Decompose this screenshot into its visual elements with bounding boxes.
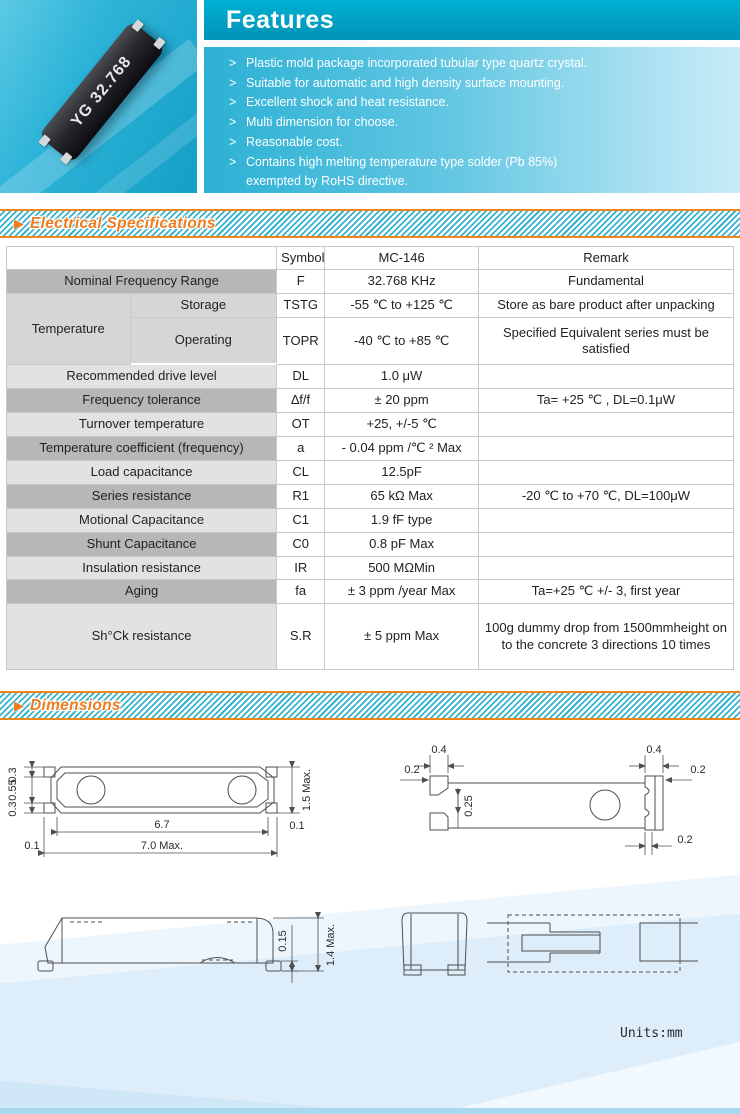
row-remark bbox=[479, 365, 734, 389]
row-value: ± 5 ppm Max bbox=[325, 604, 479, 670]
table-header-row bbox=[7, 247, 734, 270]
feature-text-continuation: exempted by RoHS directive. bbox=[246, 174, 408, 189]
table-row bbox=[7, 604, 734, 670]
feature-item bbox=[204, 113, 740, 133]
row-remark: -20 ℃ to +70 ℃, DL=100μW bbox=[479, 485, 734, 509]
row-remark: Ta= +25 ℃ , DL=0.1μW bbox=[479, 389, 734, 413]
row-symbol: C0 bbox=[277, 533, 325, 557]
feature-item bbox=[204, 54, 740, 74]
row-symbol: C1 bbox=[277, 509, 325, 533]
table-row bbox=[7, 509, 734, 533]
table-row bbox=[7, 485, 734, 509]
row-symbol: TOPR bbox=[277, 318, 325, 365]
row-remark: Store as bare product after unpacking bbox=[479, 294, 734, 318]
row-remark: 100g dummy drop from 1500mmheight on to the concrete 3 directions 10 times bbox=[479, 604, 734, 670]
row-remark bbox=[479, 509, 734, 533]
table-row bbox=[7, 365, 734, 389]
row-value: 65 kΩ Max bbox=[325, 485, 479, 509]
row-value: ± 3 ppm /year Max bbox=[325, 580, 479, 604]
row-value: -55 ℃ to +125 ℃ bbox=[325, 294, 479, 318]
table-row bbox=[7, 270, 734, 294]
row-symbol: a bbox=[277, 437, 325, 461]
col-header-remark: Remark bbox=[479, 247, 734, 270]
units-label: Units:mm bbox=[620, 1026, 683, 1041]
row-value: 1.9 fF type bbox=[325, 509, 479, 533]
row-item-label: Load capacitance bbox=[7, 461, 277, 485]
drawing-side-view bbox=[30, 905, 360, 995]
section-title: Electrical Specifications bbox=[30, 214, 216, 232]
row-remark bbox=[479, 413, 734, 437]
row-subitem-label: Operating bbox=[131, 318, 278, 365]
dim-label: 0.3 bbox=[7, 801, 19, 817]
table-row bbox=[7, 461, 734, 485]
row-item-label: Recommended drive level bbox=[7, 365, 277, 389]
row-value: +25, +/-5 ℃ bbox=[325, 413, 479, 437]
drawing-end-view bbox=[392, 905, 487, 985]
dim-label: 0.55 bbox=[7, 779, 19, 801]
row-symbol: OT bbox=[277, 413, 325, 437]
dim-label: 0.1 bbox=[24, 840, 40, 852]
feature-text: Excellent shock and heat resistance. bbox=[246, 95, 449, 110]
section-title: Dimensions bbox=[30, 696, 121, 714]
dim-label: 0.1 bbox=[289, 820, 305, 832]
section-header-dimensions bbox=[0, 691, 740, 720]
feature-text: Plastic mold package incorporated tubular type quartz crystal. bbox=[246, 56, 588, 70]
table-row bbox=[7, 294, 734, 318]
row-remark: Fundamental bbox=[479, 270, 734, 294]
row-value: ± 20 ppm bbox=[325, 389, 479, 413]
drawing-bottom-view bbox=[400, 733, 740, 883]
row-item-label: Motional Capacitance bbox=[7, 509, 277, 533]
dim-label: 0.2 bbox=[690, 764, 706, 776]
table-row bbox=[7, 437, 734, 461]
row-remark bbox=[479, 557, 734, 580]
row-item-label: Insulation resistance bbox=[7, 557, 277, 580]
row-remark: Specified Equivalent series must be satisfied bbox=[479, 318, 734, 365]
row-symbol: TSTG bbox=[277, 294, 325, 318]
drawing-land-pattern bbox=[485, 905, 715, 985]
dim-label: 0.3 bbox=[7, 767, 19, 783]
feature-item bbox=[204, 93, 740, 113]
row-value: 32.768 KHz bbox=[325, 270, 479, 294]
row-symbol: IR bbox=[277, 557, 325, 580]
row-value: 0.8 pF Max bbox=[325, 533, 479, 557]
row-remark bbox=[479, 461, 734, 485]
dim-label: 0.4 bbox=[431, 744, 447, 756]
product-photo-panel bbox=[0, 0, 197, 193]
row-value: 1.0 μW bbox=[325, 365, 479, 389]
row-item-label: Frequency tolerance bbox=[7, 389, 277, 413]
features-panel bbox=[204, 0, 740, 193]
dim-label: 0.4 bbox=[646, 744, 662, 756]
features-list bbox=[204, 47, 740, 193]
row-item-label: Temperature bbox=[7, 294, 131, 365]
row-value: 500 MΩMin bbox=[325, 557, 479, 580]
dim-label: 0.2 bbox=[677, 834, 693, 846]
row-subitem-label: Storage bbox=[131, 294, 278, 318]
electrical-spec-table bbox=[6, 246, 734, 670]
feature-text: Reasonable cost. bbox=[246, 134, 343, 149]
row-symbol: F bbox=[277, 270, 325, 294]
drawing-top-view bbox=[4, 733, 364, 883]
arrow-icon: ▶ bbox=[14, 698, 24, 713]
product-label: YG 32.768 bbox=[68, 53, 136, 131]
table-row bbox=[7, 413, 734, 437]
crystal-lead bbox=[38, 134, 51, 147]
dim-label: 1.4 Max. bbox=[325, 923, 337, 967]
feature-item bbox=[204, 153, 740, 173]
row-symbol: R1 bbox=[277, 485, 325, 509]
crystal-lead bbox=[131, 19, 144, 32]
feature-text: Suitable for automatic and high density surface mounting. bbox=[246, 75, 565, 90]
row-symbol: S.R bbox=[277, 604, 325, 670]
row-item-label: Temperature coefficient (frequency) bbox=[7, 437, 277, 461]
row-symbol: fa bbox=[277, 580, 325, 604]
crystal-lead bbox=[153, 37, 166, 50]
bottom-bar bbox=[0, 1108, 740, 1114]
row-symbol: ∆f/f bbox=[277, 389, 325, 413]
feature-text: Contains high melting temperature type solder (Pb 85%) bbox=[246, 154, 558, 169]
table-row bbox=[7, 389, 734, 413]
row-item-label: Sh°Ck resistance bbox=[7, 604, 277, 670]
row-remark bbox=[479, 533, 734, 557]
row-value: - 0.04 ppm /℃ ² Max bbox=[325, 437, 479, 461]
arrow-icon: ▶ bbox=[14, 216, 24, 231]
table-row bbox=[7, 533, 734, 557]
section-header-electrical bbox=[0, 209, 740, 238]
row-symbol: DL bbox=[277, 365, 325, 389]
dim-label: 7.0 Max. bbox=[140, 840, 184, 852]
row-symbol: CL bbox=[277, 461, 325, 485]
col-header-item: Item bbox=[7, 247, 277, 270]
features-title-bar bbox=[204, 0, 740, 40]
dim-label: 0.2 bbox=[404, 764, 420, 776]
row-value: 12.5pF bbox=[325, 461, 479, 485]
feature-item bbox=[204, 133, 740, 153]
feature-bullet: > bbox=[229, 154, 237, 169]
feature-item bbox=[204, 74, 740, 94]
row-remark: Ta=+25 ℃ +/- 3, first year bbox=[479, 580, 734, 604]
col-header-model: MC-146 bbox=[325, 247, 479, 270]
feature-bullet: > bbox=[229, 56, 237, 70]
row-item-label: Aging bbox=[7, 580, 277, 604]
table-row bbox=[7, 580, 734, 604]
dim-label: 6.7 bbox=[154, 819, 170, 831]
feature-bullet: > bbox=[229, 115, 237, 130]
features-title: Features bbox=[226, 5, 335, 34]
col-header-symbol: Symbol bbox=[277, 247, 325, 270]
row-value: -40 ℃ to +85 ℃ bbox=[325, 318, 479, 365]
row-item-label: Series resistance bbox=[7, 485, 277, 509]
dim-label: 0.15 bbox=[277, 930, 289, 952]
row-item-label: Turnover temperature bbox=[7, 413, 277, 437]
row-item-label: Nominal Frequency Range bbox=[7, 270, 277, 294]
feature-bullet: > bbox=[229, 95, 237, 110]
feature-text: Multi dimension for choose. bbox=[246, 115, 399, 130]
dim-label: 0.25 bbox=[463, 795, 475, 817]
table-row bbox=[7, 557, 734, 580]
row-remark bbox=[479, 437, 734, 461]
dim-label: 1.5 Max. bbox=[301, 768, 313, 812]
feature-bullet: > bbox=[229, 75, 237, 90]
row-item-label: Shunt Capacitance bbox=[7, 533, 277, 557]
feature-bullet: > bbox=[229, 134, 237, 149]
